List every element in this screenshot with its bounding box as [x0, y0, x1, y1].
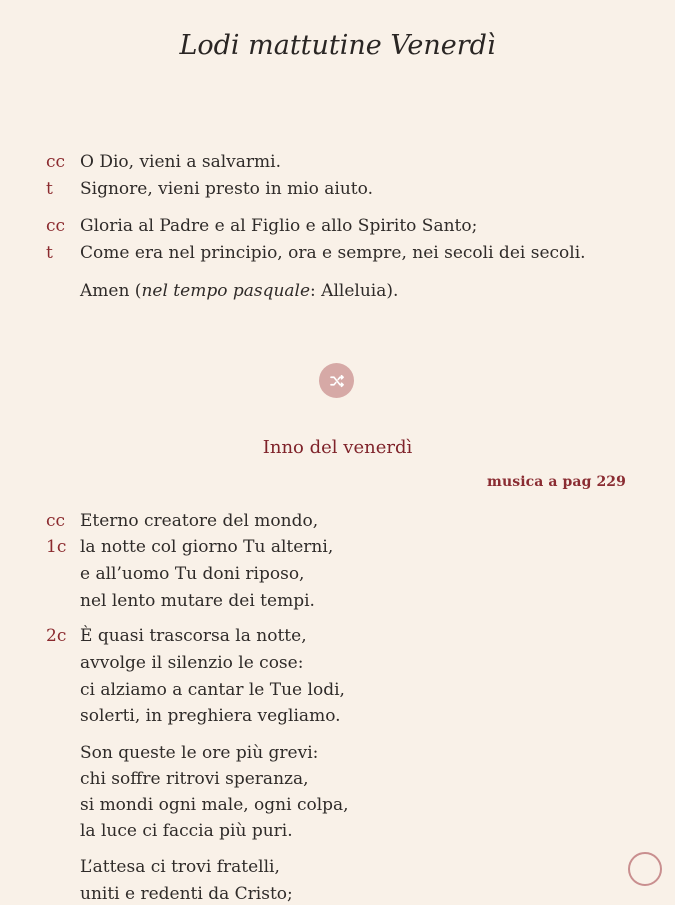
amen-text-after: : Alleluia).: [310, 281, 399, 301]
verse-marker: t: [46, 179, 53, 199]
hymn-line: È quasi trascorsa la notte,: [80, 626, 307, 646]
hymn-line: uniti e redenti da Cristo;: [80, 884, 293, 904]
verse-marker: cc: [46, 216, 66, 236]
verse-line: Gloria al Padre e al Figlio e allo Spirito Santo;: [80, 216, 478, 236]
hymn-line: nel lento mutare dei tempi.: [80, 591, 315, 611]
shuffle-button[interactable]: [319, 363, 354, 398]
hymn-line: la luce ci faccia più puri.: [80, 821, 293, 841]
amen-text: Amen (: [80, 281, 142, 301]
hymn-line: Eterno creatore del mondo,: [80, 511, 319, 531]
circle-icon-button[interactable]: [628, 852, 662, 886]
verse-marker: 1c: [46, 537, 67, 557]
hymn-line: L’attesa ci trovi fratelli,: [80, 857, 280, 877]
hymn-line: e all’uomo Tu doni riposo,: [80, 564, 305, 584]
verse-line: O Dio, vieni a salvarmi.: [80, 152, 282, 172]
shuffle-icon: [328, 372, 346, 390]
amen-line: [80, 280, 398, 302]
page-title: Lodi mattutine Venerdì: [179, 30, 496, 61]
verse-marker: cc: [46, 511, 66, 531]
verse-marker: 2c: [46, 626, 67, 646]
verse-line: Signore, vieni presto in mio aiuto.: [80, 179, 373, 199]
verse-marker: cc: [46, 152, 66, 172]
hymn-line: si mondi ogni male, ogni colpa,: [80, 795, 349, 815]
hymn-line: avvolge il silenzio le cose:: [80, 653, 304, 673]
verse-line: Come era nel principio, ora e sempre, nei secoli dei secoli.: [80, 243, 586, 263]
hymn-line: la notte col giorno Tu alterni,: [80, 537, 334, 557]
music-reference-link[interactable]: musica a pag 229: [487, 474, 626, 490]
hymn-line: chi soffre ritrovi speranza,: [80, 769, 309, 789]
hymn-line: ci alziamo a cantar le Tue lodi,: [80, 680, 345, 700]
hymn-title: Inno del venerdì: [262, 437, 413, 458]
hymn-line: Son queste le ore più grevi:: [80, 743, 319, 763]
verse-marker: t: [46, 243, 53, 263]
hymn-line: solerti, in preghiera vegliamo.: [80, 706, 341, 726]
amen-italic-text: nel tempo pasquale: [141, 281, 311, 301]
